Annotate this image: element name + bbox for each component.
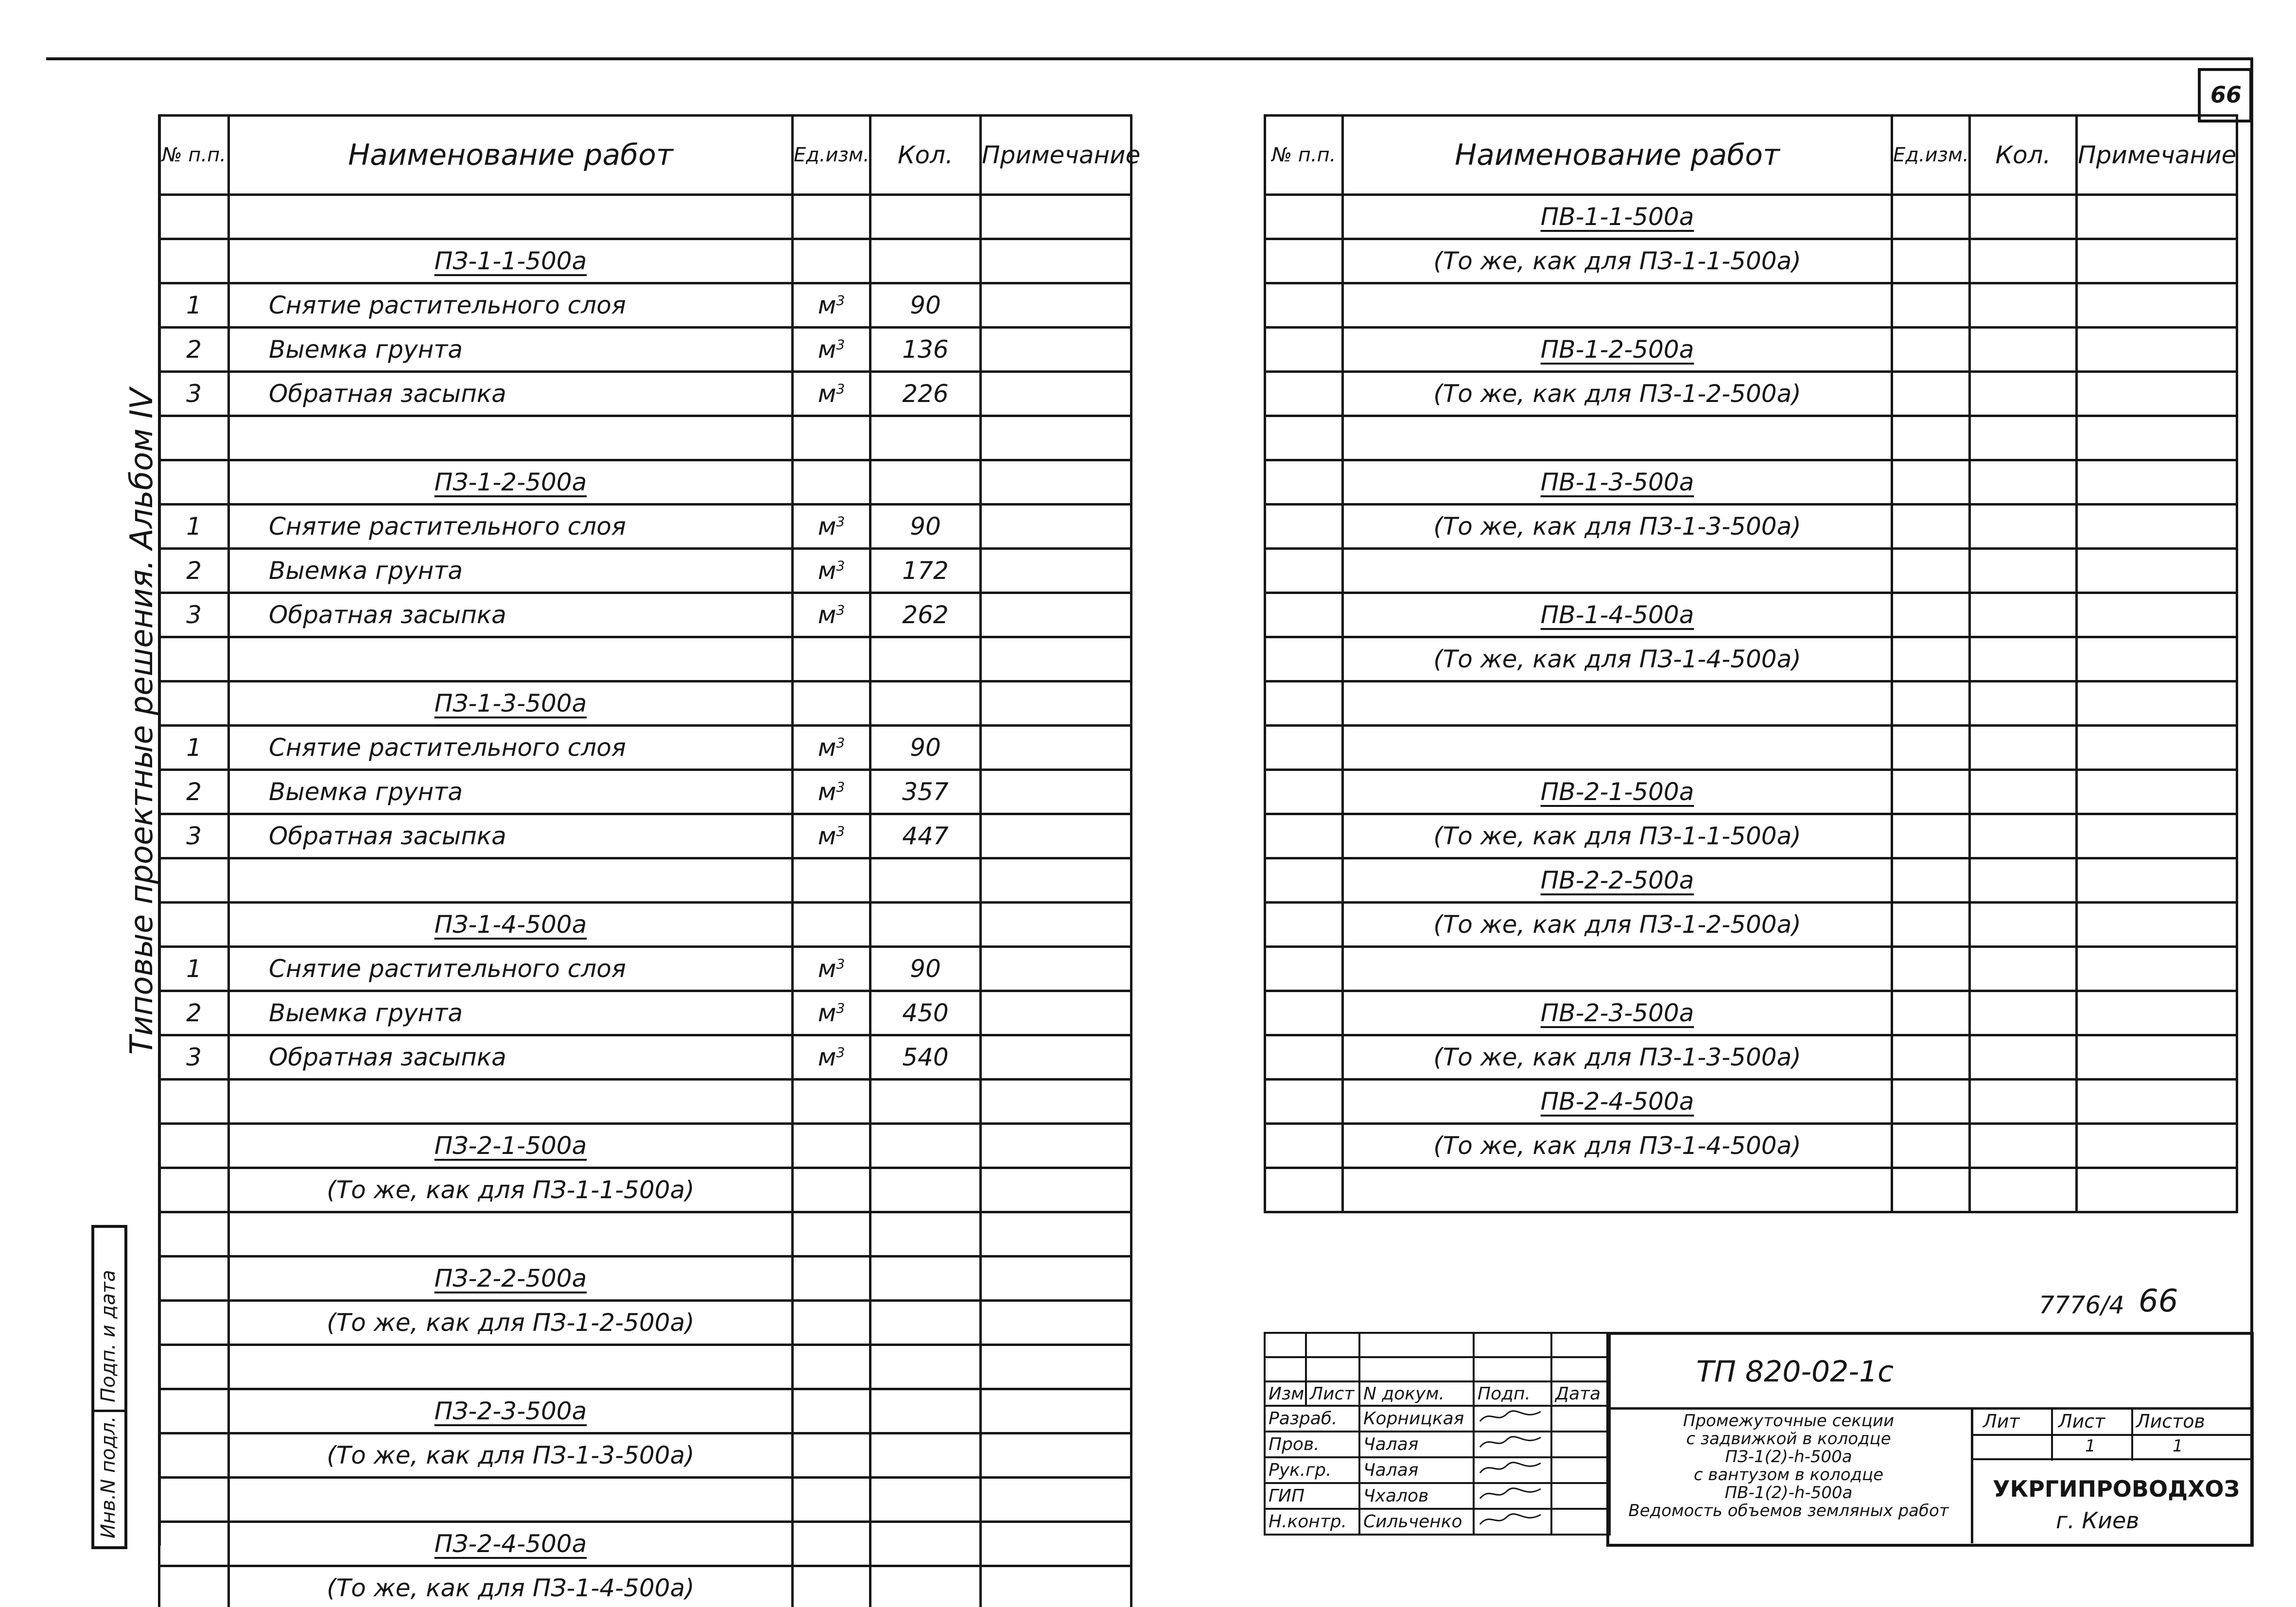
right-table-header xyxy=(1265,116,2237,195)
left-row-title xyxy=(159,1257,1131,1301)
section-title: ПЗ-1-2-500а xyxy=(229,460,793,505)
right-row-title xyxy=(1265,593,2237,637)
right-works-table xyxy=(1264,114,2238,1213)
left-row-ref xyxy=(159,1433,1131,1478)
unit: м xyxy=(818,1043,836,1071)
stamp-h-list: Лист xyxy=(1306,1381,1359,1406)
stamp-role: Рук.гр. xyxy=(1265,1457,1359,1483)
right-row-title xyxy=(1265,1080,2237,1124)
unit: м xyxy=(818,557,836,585)
stamp-person-name: Корницкая xyxy=(1359,1406,1474,1432)
section-title: ПЗ-1-1-500а xyxy=(229,239,793,283)
right-row-blank xyxy=(1265,726,2237,770)
row-number: 2 xyxy=(159,328,229,372)
unit: м xyxy=(818,778,836,806)
col-num-header: № п.п. xyxy=(159,116,229,195)
right-row-title xyxy=(1265,328,2237,372)
col-note-header: Примечание xyxy=(981,116,1131,195)
stamp-role: Разраб. xyxy=(1265,1406,1359,1432)
unit-exponent: 3 xyxy=(836,513,845,530)
quantity: 226 xyxy=(870,372,981,416)
signature-scribble xyxy=(1478,1432,1546,1452)
quantity: 450 xyxy=(870,991,981,1035)
stamp-person-name: Сильченко xyxy=(1359,1509,1474,1535)
quantity: 90 xyxy=(870,505,981,549)
unit: м xyxy=(818,734,836,762)
stamp-h-izm: Изм xyxy=(1265,1381,1306,1406)
work-name: Выемка грунта xyxy=(229,991,793,1035)
section-reference: (То же, как для ПЗ-1-3-500а) xyxy=(1343,1035,1892,1080)
row-number: 1 xyxy=(159,505,229,549)
right-row-ref xyxy=(1265,637,2237,681)
unit-exponent: 3 xyxy=(836,1044,845,1061)
left-row-item xyxy=(159,283,1131,328)
stamp-person-row xyxy=(1265,1509,1610,1535)
row-number: 3 xyxy=(159,593,229,637)
right-row-blank xyxy=(1265,549,2237,593)
right-row-ref xyxy=(1265,372,2237,416)
unit-exponent: 3 xyxy=(836,602,845,618)
title-block-vline xyxy=(1971,1407,1973,1543)
stamp-date xyxy=(1551,1509,1610,1535)
side-label-inv: Инв.N подл. xyxy=(97,1416,120,1538)
unit-cell xyxy=(793,593,870,637)
section-title: ПВ-2-3-500а xyxy=(1343,991,1892,1035)
unit-exponent: 3 xyxy=(836,292,845,309)
section-reference: (То же, как для ПЗ-1-3-500а) xyxy=(1343,505,1892,549)
row-number: 3 xyxy=(159,814,229,858)
section-reference: (То же, как для ПЗ-1-1-500а) xyxy=(229,1168,793,1212)
row-number: 3 xyxy=(159,372,229,416)
right-row-title xyxy=(1265,195,2237,239)
organization-city: г. Киев xyxy=(2056,1507,2139,1534)
left-row-item xyxy=(159,991,1131,1035)
unit-exponent: 3 xyxy=(836,779,845,795)
section-title: ПВ-1-2-500а xyxy=(1343,328,1892,372)
title-block-people xyxy=(1264,1332,1611,1536)
section-title: ПЗ-2-4-500а xyxy=(229,1522,793,1566)
left-row-item xyxy=(159,593,1131,637)
left-row-blank xyxy=(159,1080,1131,1124)
unit-cell xyxy=(793,372,870,416)
col-name-header: Наименование работ xyxy=(229,116,793,195)
order-number: 7776/4 xyxy=(2039,1291,2124,1319)
unit-cell xyxy=(793,549,870,593)
unit: м xyxy=(818,512,836,541)
right-row-blank xyxy=(1265,1168,2237,1212)
right-row-ref xyxy=(1265,505,2237,549)
signature xyxy=(1474,1406,1551,1432)
left-row-title xyxy=(159,1522,1131,1566)
section-reference: (То же, как для ПЗ-1-4-500а) xyxy=(1343,1124,1892,1168)
section-reference: (То же, как для ПЗ-1-2-500а) xyxy=(1343,903,1892,947)
sheets-value: 1 xyxy=(2173,1436,2183,1456)
signature xyxy=(1474,1432,1551,1457)
left-row-blank xyxy=(159,416,1131,460)
organization-name: УКРГИПРОВОДХОЗ xyxy=(1993,1476,2240,1502)
left-row-blank xyxy=(159,1212,1131,1257)
left-row-item xyxy=(159,726,1131,770)
left-row-item xyxy=(159,505,1131,549)
stamp-person-name: Чхалов xyxy=(1359,1483,1474,1509)
right-row-title xyxy=(1265,858,2237,903)
work-name: Снятие растительного слоя xyxy=(229,283,793,328)
section-title: ПЗ-2-3-500а xyxy=(229,1389,793,1433)
right-row-blank xyxy=(1265,681,2237,726)
unit-cell xyxy=(793,947,870,991)
description-line: с задвижкой в колодце xyxy=(1686,1429,1891,1449)
left-row-item xyxy=(159,549,1131,593)
section-title: ПЗ-2-2-500а xyxy=(229,1257,793,1301)
left-table-header xyxy=(159,116,1131,195)
row-number: 1 xyxy=(159,947,229,991)
section-reference: (То же, как для ПЗ-1-1-500а) xyxy=(1343,239,1892,283)
work-name: Выемка грунта xyxy=(229,549,793,593)
description-line: с вантузом в колодце xyxy=(1693,1465,1884,1485)
stamp-h-podp: Подп. xyxy=(1474,1381,1551,1406)
work-name: Снятие растительного слоя xyxy=(229,726,793,770)
quantity: 90 xyxy=(870,726,981,770)
left-row-ref xyxy=(159,1301,1131,1345)
unit-exponent: 3 xyxy=(836,558,845,574)
right-row-ref xyxy=(1265,903,2237,947)
title-block-col2 xyxy=(2131,1407,2133,1461)
unit-cell xyxy=(793,283,870,328)
quantity: 357 xyxy=(870,770,981,814)
work-name: Обратная засыпка xyxy=(229,372,793,416)
sheets-label: Листов xyxy=(2136,1411,2205,1432)
left-row-title xyxy=(159,460,1131,505)
work-name: Снятие растительного слоя xyxy=(229,947,793,991)
stamp-date xyxy=(1551,1483,1610,1509)
spine-text: Типовые проектные решения. Альбом IV xyxy=(124,388,160,1055)
title-block-col1 xyxy=(2051,1407,2053,1461)
title-block-lit-line xyxy=(1971,1434,2250,1436)
side-label-date: Подп. и дата xyxy=(97,1270,120,1402)
unit-cell xyxy=(793,1035,870,1080)
unit: м xyxy=(818,291,836,319)
stamp-role: ГИП xyxy=(1265,1483,1359,1509)
col-name-header: Наименование работ xyxy=(1343,116,1892,195)
quantity: 540 xyxy=(870,1035,981,1080)
description-line: Ведомость объемов земляных работ xyxy=(1628,1501,1949,1520)
row-number: 1 xyxy=(159,726,229,770)
unit-cell xyxy=(793,814,870,858)
stamp-h-ndoc: N докум. xyxy=(1359,1381,1474,1406)
right-row-ref xyxy=(1265,814,2237,858)
quantity: 90 xyxy=(870,947,981,991)
right-row-ref xyxy=(1265,1035,2237,1080)
side-strip-divider xyxy=(91,1410,124,1412)
doc-code: ТП 820-02-1с xyxy=(1696,1355,1894,1389)
col-unit-header: Ед.изм. xyxy=(793,116,870,195)
right-row-title xyxy=(1265,460,2237,505)
left-row-blank xyxy=(159,1345,1131,1389)
unit: м xyxy=(818,999,836,1027)
quantity: 90 xyxy=(870,283,981,328)
left-row-item xyxy=(159,372,1131,416)
right-row-blank xyxy=(1265,416,2237,460)
row-number: 3 xyxy=(159,1035,229,1080)
signature-scribble xyxy=(1478,1484,1546,1503)
unit-cell xyxy=(793,505,870,549)
quantity: 262 xyxy=(870,593,981,637)
work-name: Обратная засыпка xyxy=(229,593,793,637)
row-number: 2 xyxy=(159,549,229,593)
left-row-title xyxy=(159,1124,1131,1168)
right-row-blank xyxy=(1265,947,2237,991)
corner-sheet-number: 66 xyxy=(2210,82,2242,108)
section-title: ПВ-2-2-500а xyxy=(1343,858,1892,903)
description-line: ПВ-1(2)-h-500а xyxy=(1724,1483,1853,1502)
stamp-person-row xyxy=(1265,1483,1610,1509)
signature-scribble xyxy=(1478,1458,1546,1478)
unit-cell xyxy=(793,328,870,372)
title-block-hline xyxy=(1606,1407,2250,1410)
work-name: Снятие растительного слоя xyxy=(229,505,793,549)
signature xyxy=(1474,1457,1551,1483)
unit-exponent: 3 xyxy=(836,823,845,839)
row-number: 1 xyxy=(159,283,229,328)
unit-exponent: 3 xyxy=(836,381,845,397)
left-row-title xyxy=(159,239,1131,283)
unit-exponent: 3 xyxy=(836,1000,845,1016)
stamp-date xyxy=(1551,1432,1610,1457)
frame-right-line xyxy=(2250,57,2253,1545)
stamp-role: Н.контр. xyxy=(1265,1509,1359,1535)
right-row-blank xyxy=(1265,283,2237,328)
section-reference: (То же, как для ПЗ-1-1-500а) xyxy=(1343,814,1892,858)
section-title: ПЗ-1-4-500а xyxy=(229,903,793,947)
left-row-title xyxy=(159,903,1131,947)
right-row-title xyxy=(1265,770,2237,814)
stamp-role: Пров. xyxy=(1265,1432,1359,1457)
left-row-blank xyxy=(159,1478,1131,1522)
col-qty-header: Кол. xyxy=(1970,116,2077,195)
left-row-item xyxy=(159,814,1131,858)
stamp-date xyxy=(1551,1406,1610,1432)
right-row-title xyxy=(1265,991,2237,1035)
stamp-person-row xyxy=(1265,1406,1610,1432)
quantity: 447 xyxy=(870,814,981,858)
section-title: ПВ-1-3-500а xyxy=(1343,460,1892,505)
right-row-ref xyxy=(1265,1124,2237,1168)
section-title: ПВ-2-4-500а xyxy=(1343,1080,1892,1124)
left-row-item xyxy=(159,1035,1131,1080)
section-reference: (То же, как для ПЗ-1-4-500а) xyxy=(1343,637,1892,681)
unit: м xyxy=(818,955,836,983)
left-row-title xyxy=(159,1389,1131,1433)
section-title: ПЗ-2-1-500а xyxy=(229,1124,793,1168)
section-title: ПВ-1-1-500а xyxy=(1343,195,1892,239)
stamp-person-row xyxy=(1265,1457,1610,1483)
stamp-h-data: Дата xyxy=(1551,1381,1610,1406)
right-row-ref xyxy=(1265,239,2237,283)
left-row-blank xyxy=(159,858,1131,903)
left-row-item xyxy=(159,328,1131,372)
quantity: 172 xyxy=(870,549,981,593)
unit-exponent: 3 xyxy=(836,956,845,972)
section-title: ПВ-1-4-500а xyxy=(1343,593,1892,637)
stamp-person-row xyxy=(1265,1432,1610,1457)
unit-cell xyxy=(793,770,870,814)
left-row-ref xyxy=(159,1566,1131,1607)
unit-cell xyxy=(793,991,870,1035)
description-line: Промежуточные секции xyxy=(1683,1411,1895,1431)
section-reference: (То же, как для ПЗ-1-4-500а) xyxy=(229,1566,793,1607)
sheet-number: 66 xyxy=(2139,1283,2178,1319)
sheet-label: Лист xyxy=(2058,1411,2105,1432)
work-name: Выемка грунта xyxy=(229,328,793,372)
unit-exponent: 3 xyxy=(836,734,845,751)
left-row-title xyxy=(159,681,1131,726)
stamp-description xyxy=(1609,1412,1968,1520)
frame-top-line xyxy=(46,57,2253,60)
signature xyxy=(1474,1509,1551,1535)
section-reference: (То же, как для ПЗ-1-2-500а) xyxy=(1343,372,1892,416)
left-row-blank xyxy=(159,637,1131,681)
col-num-header: № п.п. xyxy=(1265,116,1343,195)
section-reference: (То же, как для ПЗ-1-2-500а) xyxy=(229,1301,793,1345)
lit-label: Лит xyxy=(1983,1411,2020,1432)
sheet-value: 1 xyxy=(2085,1436,2096,1456)
description-line: ПЗ-1(2)-h-500а xyxy=(1725,1447,1852,1467)
signature-scribble xyxy=(1478,1407,1546,1426)
unit: м xyxy=(818,822,836,850)
left-row-item xyxy=(159,770,1131,814)
stamp-person-name: Чалая xyxy=(1359,1457,1474,1483)
left-row-item xyxy=(159,947,1131,991)
row-number: 2 xyxy=(159,770,229,814)
section-title: ПВ-2-1-500а xyxy=(1343,770,1892,814)
col-qty-header: Кол. xyxy=(870,116,981,195)
stamp-date xyxy=(1551,1457,1610,1483)
stamp-person-name: Чалая xyxy=(1359,1432,1474,1457)
signature xyxy=(1474,1483,1551,1509)
quantity: 136 xyxy=(870,328,981,372)
work-name: Обратная засыпка xyxy=(229,814,793,858)
unit: м xyxy=(818,601,836,629)
section-title: ПЗ-1-3-500а xyxy=(229,681,793,726)
left-row-blank xyxy=(159,195,1131,239)
title-block-lit-line2 xyxy=(1971,1458,2250,1460)
left-works-table xyxy=(158,114,1141,1607)
row-number: 2 xyxy=(159,991,229,1035)
unit-cell xyxy=(793,726,870,770)
unit-exponent: 3 xyxy=(836,336,845,353)
left-row-ref xyxy=(159,1168,1131,1212)
signature-scribble xyxy=(1478,1510,1546,1529)
section-reference: (То же, как для ПЗ-1-3-500а) xyxy=(229,1433,793,1478)
work-name: Обратная засыпка xyxy=(229,1035,793,1080)
work-name: Выемка грунта xyxy=(229,770,793,814)
col-unit-header: Ед.изм. xyxy=(1892,116,1970,195)
unit: м xyxy=(818,380,836,408)
unit: м xyxy=(818,335,836,364)
col-note-header: Примечание xyxy=(2077,116,2237,195)
